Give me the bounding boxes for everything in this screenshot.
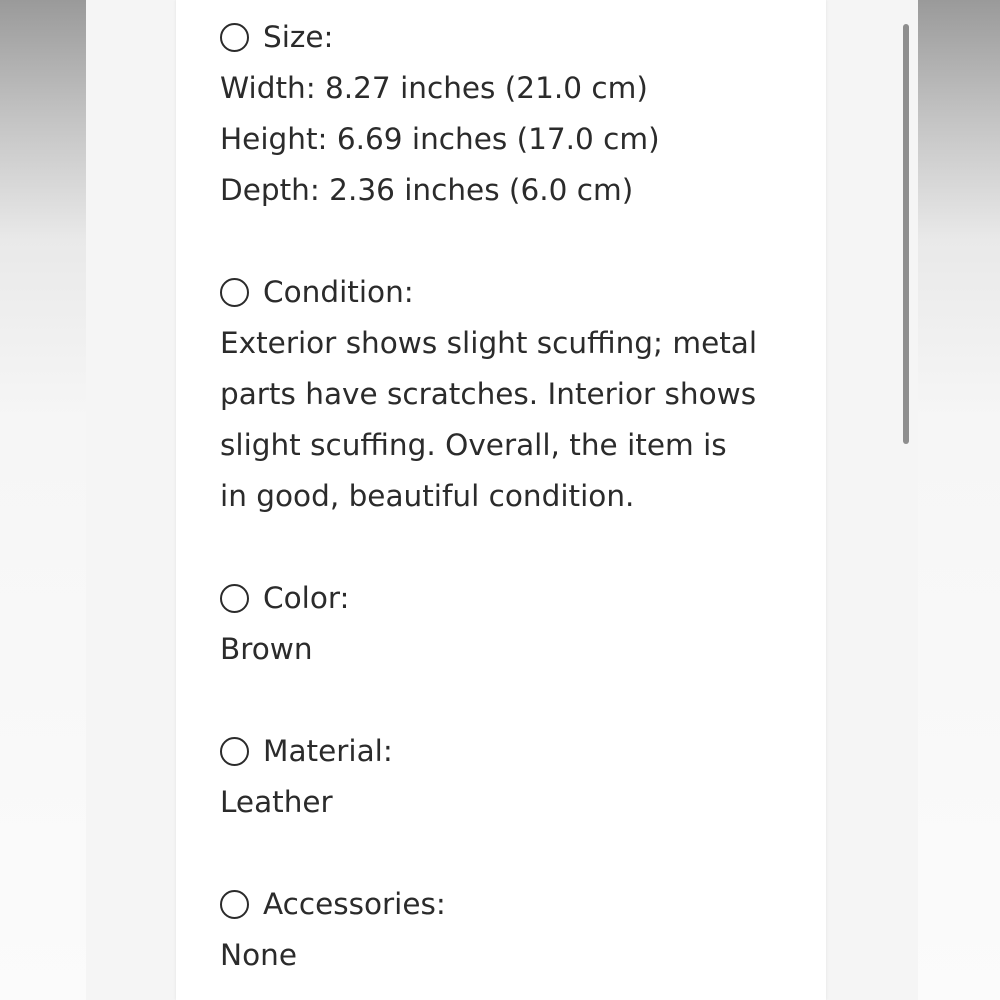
background-right [918, 0, 1000, 1000]
accessories-section [220, 879, 810, 981]
color-heading [220, 573, 810, 624]
circle-outline-icon [220, 278, 249, 307]
size-heading-label: Size: [263, 20, 334, 54]
circle-outline-icon [220, 23, 249, 52]
material-heading [220, 726, 810, 777]
material-section [220, 726, 810, 828]
condition-heading-label: Condition: [263, 275, 414, 309]
size-section [220, 12, 810, 216]
accessories-value: None [220, 938, 297, 972]
circle-outline-icon [220, 737, 249, 766]
size-height: Height: 6.69 inches (17.0 cm) [220, 122, 660, 156]
condition-line: Exterior shows slight scuffing; metal [220, 326, 758, 360]
item-details [220, 12, 810, 981]
material-heading-label: Material: [263, 734, 393, 768]
condition-line: slight scuffing. Overall, the item is [220, 428, 727, 462]
material-value: Leather [220, 785, 333, 819]
color-section [220, 573, 810, 675]
condition-heading [220, 267, 810, 318]
circle-outline-icon [220, 890, 249, 919]
size-depth: Depth: 2.36 inches (6.0 cm) [220, 173, 634, 207]
condition-line: parts have scratches. Interior shows [220, 377, 757, 411]
color-value: Brown [220, 632, 313, 666]
accessories-heading [220, 879, 810, 930]
color-heading-label: Color: [263, 581, 350, 615]
accessories-heading-label: Accessories: [263, 887, 446, 921]
size-heading [220, 12, 810, 63]
condition-section [220, 267, 810, 522]
background-left [0, 0, 86, 1000]
size-width: Width: 8.27 inches (21.0 cm) [220, 71, 648, 105]
circle-outline-icon [220, 584, 249, 613]
condition-line: in good, beautiful condition. [220, 479, 635, 513]
scrollbar[interactable] [903, 24, 909, 444]
